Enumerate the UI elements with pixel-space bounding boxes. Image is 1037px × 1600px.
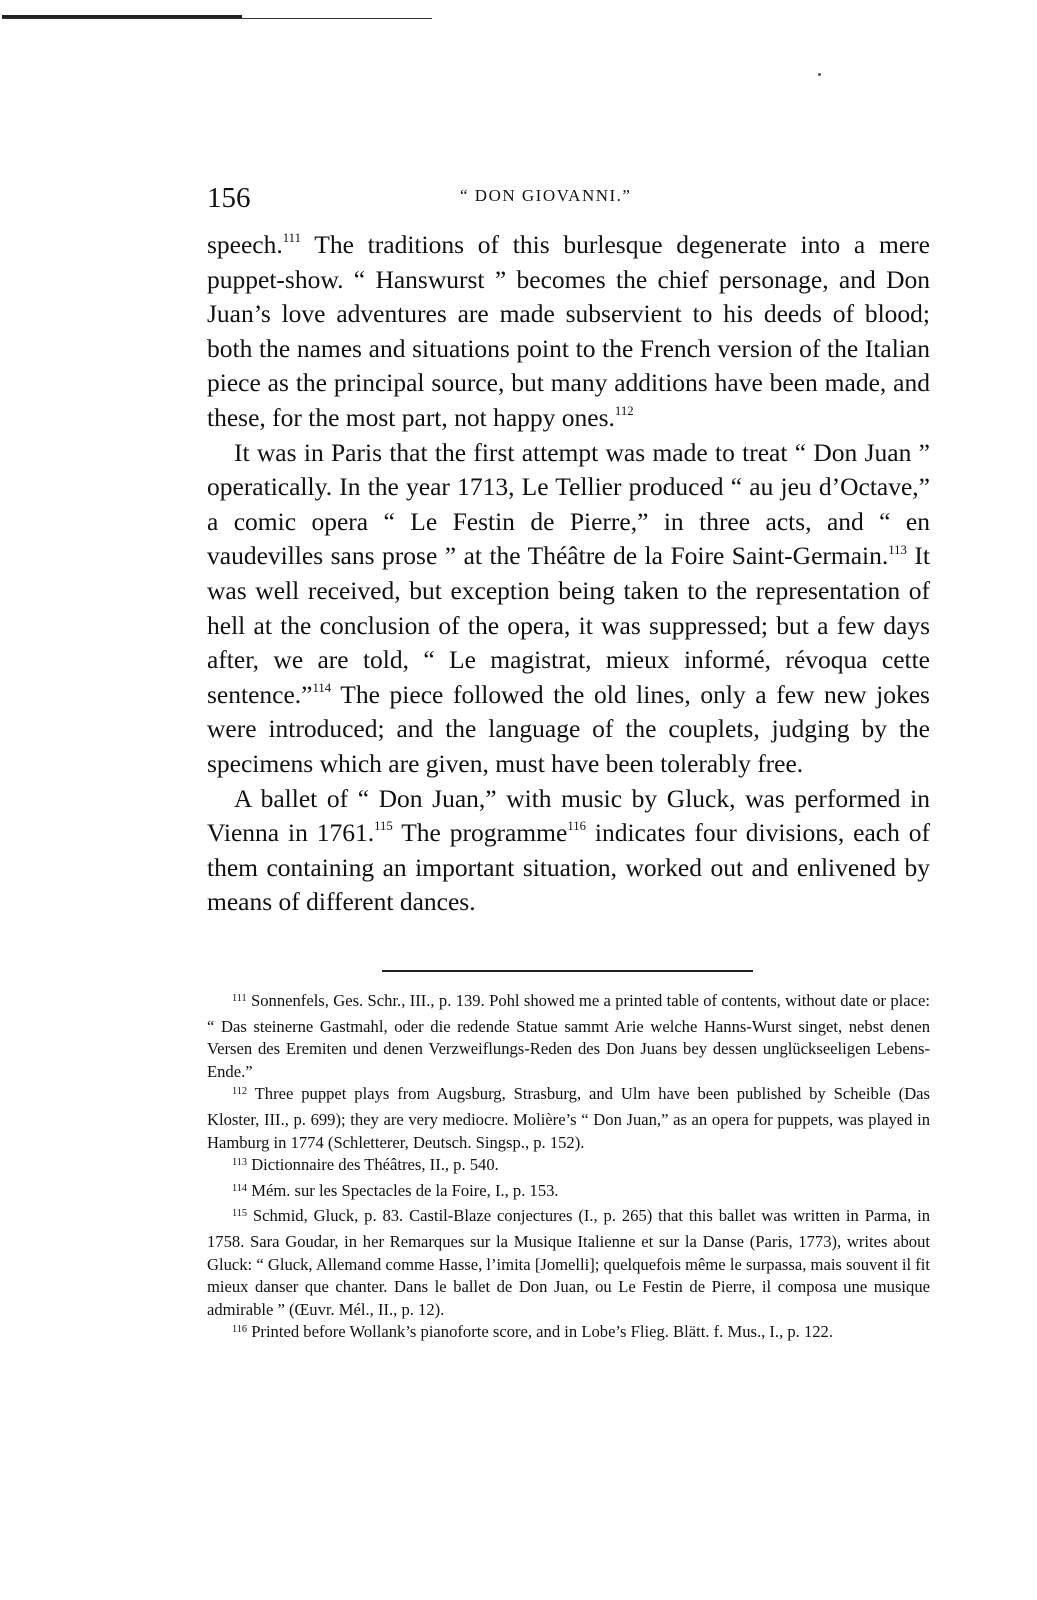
paragraph-1-text-2: The traditions of this burlesque degenerate into a mere puppet-show. “ Hanswurst ” becomes the chief personage, and Don Juan’s love adventures are made subservient to his deeds of blood; both the names and situations point to the French version of the Italian piece as the principal source, but many additions have been made, and these, for the most part, not happy ones. — [207, 230, 930, 432]
paragraph-2-text-3: The piece followed the old lines, only a few new jokes were introduced; and the language of the couplets, judging by the specimens which are given, must have been tolerably free. — [207, 679, 930, 778]
footnote-text: Mém. sur les Spectacles de la Foire, I., p. 153. — [247, 1180, 559, 1200]
footnote-number: 116 — [232, 1324, 248, 1336]
paragraph-2-text-2: It was well received, but exception being taken to the representation of hell at the conclusion of the opera, it was suppressed; but a few days after, we are told, “ Le magistrat, mieux informé, révoqua cette sentence.” — [207, 541, 930, 709]
note-ref-116: 116 — [567, 819, 586, 834]
note-ref-111: 111 — [282, 231, 301, 246]
paragraph-2-text-1: It was in Paris that the first attempt was made to treat “ Don Juan ” operatically. In the year 1713, Le Tellier produced “ au jeu d’Octave,” a comic opera “ Le Festin de Pierre,” in three acts, and “ en vaudevilles sans prose ” at the Théâtre de la Foire Saint-Germain. — [207, 437, 930, 571]
body-text — [207, 228, 930, 920]
footnote-number: 111 — [232, 992, 247, 1004]
footnote-number: 114 — [232, 1182, 248, 1194]
footnote-divider — [382, 970, 753, 972]
note-ref-114: 114 — [312, 680, 332, 695]
scan-speck — [818, 73, 821, 76]
page-number: 156 — [207, 182, 251, 214]
paragraph-3-text-3: indicates four divisions, each of them containing an important situation, worked out and enlivened by means of different dances. — [207, 818, 930, 917]
footnote-number: 112 — [232, 1086, 248, 1098]
running-head: “ DON GIOVANNI.” — [460, 186, 632, 205]
footnote-number: 115 — [232, 1208, 248, 1220]
footnote-111 — [207, 990, 930, 1083]
paragraph-3-text-1: A ballet of “ Don Juan,” with music by Gluck, was performed in Vienna in 1761. — [207, 783, 930, 848]
paragraph-3 — [207, 782, 930, 920]
footnote-text: Sonnenfels, Ges. Schr., III., p. 139. Pohl showed me a printed table of contents, without date or place: “ Das steinerne Gastmahl, oder die redende Statue sammt Arie welche Hanns-Wurst singet, nebst denen Versen des Eremiten und denen Verzweiflungs-Reden des Don Juans bey dessen unglückseeligen Lebens-Ende.” — [207, 991, 930, 1081]
scan-rule-thin — [2, 18, 432, 19]
footnote-text: Printed before Wollank’s pianoforte score, and in Lobe’s Flieg. Blätt. f. Mus., I., p. 122. — [247, 1322, 833, 1342]
footnote-116 — [207, 1321, 930, 1347]
footnote-114 — [207, 1180, 930, 1206]
footnote-text: Schmid, Gluck, p. 83. Castil-Blaze conjectures (I., p. 265) that this ballet was written in Parma, in 1758. Sara Goudar, in her Remarques sur la Musique Italienne et sur la Danse (Paris, 1773), writes about Gluck: “ Gluck, Allemand comme Hasse, l’imita [Jomelli]; quelquefois même le surpassa, mais souvent il fit mieux danser que chanter. Dans le ballet de Don Juan, ou Le Festin de Pierre, il composa une musique admirable ” (Œuvr. Mél., II., p. 12). — [207, 1206, 930, 1319]
paragraph-1 — [207, 228, 930, 436]
note-ref-113: 113 — [888, 542, 907, 557]
note-ref-112: 112 — [614, 404, 634, 419]
paragraph-1-text-1: speech. — [207, 230, 283, 259]
scan-artifact-rule — [2, 14, 432, 18]
footnote-text: Three puppet plays from Augsburg, Strasburg, and Ulm have been published by Scheible (Das Kloster, III., p. 699); they are very mediocre. Molière’s “ Don Juan,” as an opera for puppets, was played in Hamburg in 1774 (Schletterer, Deutsch. Singsp., p. 152). — [207, 1084, 930, 1152]
footnote-number: 113 — [232, 1157, 248, 1169]
footnotes — [207, 990, 930, 1347]
note-ref-115: 115 — [374, 819, 393, 834]
footnote-112 — [207, 1083, 930, 1154]
footnote-text: Dictionnaire des Théâtres, II., p. 540. — [247, 1155, 499, 1175]
footnote-113 — [207, 1154, 930, 1180]
paragraph-2 — [207, 436, 930, 782]
footnote-115 — [207, 1205, 930, 1321]
paragraph-3-text-2: The programme — [392, 818, 568, 848]
